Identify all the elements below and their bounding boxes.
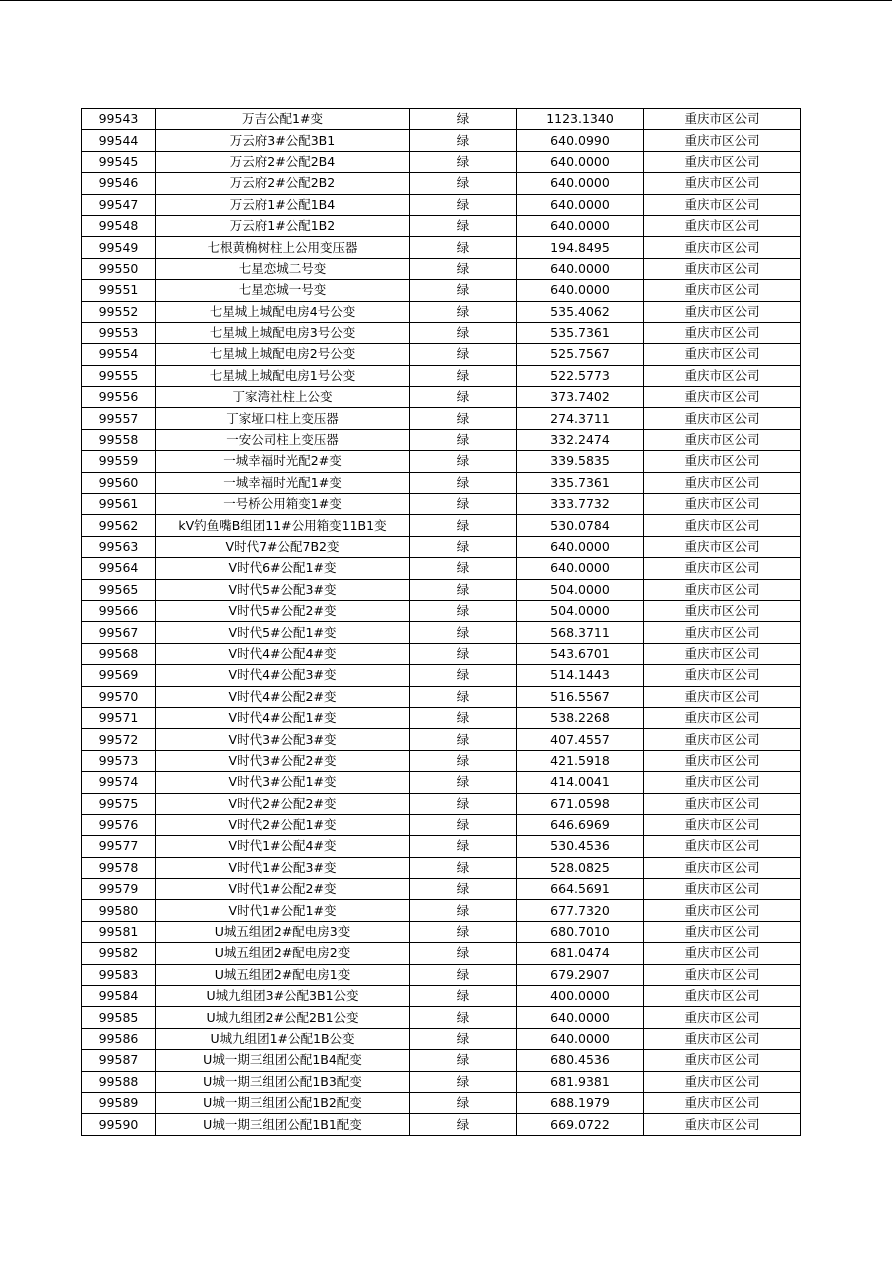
cell-name: 七星恋城一号变 xyxy=(156,280,410,301)
cell-status: 绿 xyxy=(410,643,517,664)
cell-name: V时代4#公配1#变 xyxy=(156,707,410,728)
cell-id: 99573 xyxy=(82,750,156,771)
cell-id: 99574 xyxy=(82,772,156,793)
cell-name: V时代4#公配4#变 xyxy=(156,643,410,664)
table-row xyxy=(82,986,801,1007)
cell-id: 99552 xyxy=(82,301,156,322)
cell-value: 680.4536 xyxy=(517,1050,644,1071)
table-row xyxy=(82,579,801,600)
cell-name: U城一期三组团公配1B4配变 xyxy=(156,1050,410,1071)
table-row xyxy=(82,344,801,365)
cell-name: 丁家垭口柱上变压器 xyxy=(156,408,410,429)
cell-status: 绿 xyxy=(410,109,517,130)
cell-id: 99585 xyxy=(82,1007,156,1028)
table-row xyxy=(82,130,801,151)
table-row xyxy=(82,921,801,942)
cell-id: 99569 xyxy=(82,665,156,686)
cell-status: 绿 xyxy=(410,964,517,985)
cell-status: 绿 xyxy=(410,707,517,728)
cell-name: V时代1#公配3#变 xyxy=(156,857,410,878)
cell-value: 664.5691 xyxy=(517,879,644,900)
cell-id: 99558 xyxy=(82,429,156,450)
table-row xyxy=(82,814,801,835)
cell-company: 重庆市区公司 xyxy=(644,814,801,835)
table-row xyxy=(82,1114,801,1135)
table-row xyxy=(82,109,801,130)
cell-company: 重庆市区公司 xyxy=(644,301,801,322)
table-row xyxy=(82,515,801,536)
cell-status: 绿 xyxy=(410,280,517,301)
cell-id: 99588 xyxy=(82,1071,156,1092)
cell-value: 640.0000 xyxy=(517,258,644,279)
cell-value: 681.0474 xyxy=(517,943,644,964)
cell-name: U城一期三组团公配1B1配变 xyxy=(156,1114,410,1135)
cell-status: 绿 xyxy=(410,322,517,343)
cell-status: 绿 xyxy=(410,1114,517,1135)
cell-name: V时代7#公配7B2变 xyxy=(156,536,410,557)
table-row xyxy=(82,173,801,194)
cell-status: 绿 xyxy=(410,408,517,429)
cell-name: 七星城上城配电房4号公变 xyxy=(156,301,410,322)
cell-company: 重庆市区公司 xyxy=(644,750,801,771)
cell-id: 99553 xyxy=(82,322,156,343)
cell-company: 重庆市区公司 xyxy=(644,686,801,707)
cell-name: V时代2#公配2#变 xyxy=(156,793,410,814)
cell-status: 绿 xyxy=(410,665,517,686)
cell-value: 640.0000 xyxy=(517,1028,644,1049)
cell-id: 99557 xyxy=(82,408,156,429)
cell-value: 671.0598 xyxy=(517,793,644,814)
table-row xyxy=(82,665,801,686)
table-row xyxy=(82,451,801,472)
cell-value: 535.7361 xyxy=(517,322,644,343)
cell-status: 绿 xyxy=(410,622,517,643)
cell-value: 680.7010 xyxy=(517,921,644,942)
cell-id: 99571 xyxy=(82,707,156,728)
table-row xyxy=(82,280,801,301)
cell-id: 99563 xyxy=(82,536,156,557)
cell-company: 重庆市区公司 xyxy=(644,258,801,279)
table-row xyxy=(82,558,801,579)
cell-value: 525.7567 xyxy=(517,344,644,365)
cell-status: 绿 xyxy=(410,943,517,964)
cell-id: 99572 xyxy=(82,729,156,750)
cell-id: 99561 xyxy=(82,494,156,515)
cell-id: 99560 xyxy=(82,472,156,493)
cell-company: 重庆市区公司 xyxy=(644,173,801,194)
cell-name: V时代5#公配2#变 xyxy=(156,600,410,621)
cell-name: 一城幸福时光配2#变 xyxy=(156,451,410,472)
cell-company: 重庆市区公司 xyxy=(644,772,801,793)
cell-status: 绿 xyxy=(410,750,517,771)
cell-name: V时代1#公配4#变 xyxy=(156,836,410,857)
cell-status: 绿 xyxy=(410,472,517,493)
cell-company: 重庆市区公司 xyxy=(644,194,801,215)
cell-value: 333.7732 xyxy=(517,494,644,515)
cell-status: 绿 xyxy=(410,237,517,258)
cell-name: U城九组团2#公配2B1公变 xyxy=(156,1007,410,1028)
cell-status: 绿 xyxy=(410,1007,517,1028)
cell-company: 重庆市区公司 xyxy=(644,665,801,686)
cell-id: 99551 xyxy=(82,280,156,301)
table-row xyxy=(82,879,801,900)
cell-id: 99543 xyxy=(82,109,156,130)
table-row xyxy=(82,408,801,429)
cell-status: 绿 xyxy=(410,879,517,900)
cell-id: 99581 xyxy=(82,921,156,942)
cell-id: 99587 xyxy=(82,1050,156,1071)
cell-value: 530.4536 xyxy=(517,836,644,857)
cell-company: 重庆市区公司 xyxy=(644,387,801,408)
cell-id: 99544 xyxy=(82,130,156,151)
cell-status: 绿 xyxy=(410,429,517,450)
cell-company: 重庆市区公司 xyxy=(644,322,801,343)
cell-value: 274.3711 xyxy=(517,408,644,429)
cell-company: 重庆市区公司 xyxy=(644,921,801,942)
cell-name: V时代2#公配1#变 xyxy=(156,814,410,835)
cell-name: 万吉公配1#变 xyxy=(156,109,410,130)
cell-value: 640.0000 xyxy=(517,1007,644,1028)
cell-company: 重庆市区公司 xyxy=(644,109,801,130)
table-row xyxy=(82,857,801,878)
cell-value: 679.2907 xyxy=(517,964,644,985)
cell-name: U城五组团2#配电房1变 xyxy=(156,964,410,985)
cell-company: 重庆市区公司 xyxy=(644,280,801,301)
cell-name: V时代5#公配1#变 xyxy=(156,622,410,643)
cell-id: 99567 xyxy=(82,622,156,643)
cell-company: 重庆市区公司 xyxy=(644,622,801,643)
table-row xyxy=(82,1071,801,1092)
cell-value: 332.2474 xyxy=(517,429,644,450)
cell-status: 绿 xyxy=(410,301,517,322)
cell-status: 绿 xyxy=(410,814,517,835)
cell-value: 522.5773 xyxy=(517,365,644,386)
cell-value: 194.8495 xyxy=(517,237,644,258)
cell-value: 538.2268 xyxy=(517,707,644,728)
table-body xyxy=(82,109,801,1136)
cell-name: U城一期三组团公配1B2配变 xyxy=(156,1092,410,1113)
cell-company: 重庆市区公司 xyxy=(644,558,801,579)
cell-value: 516.5567 xyxy=(517,686,644,707)
cell-company: 重庆市区公司 xyxy=(644,408,801,429)
cell-value: 543.6701 xyxy=(517,643,644,664)
cell-name: 万云府2#公配2B4 xyxy=(156,151,410,172)
table-row xyxy=(82,151,801,172)
cell-value: 421.5918 xyxy=(517,750,644,771)
table-row xyxy=(82,686,801,707)
cell-value: 407.4557 xyxy=(517,729,644,750)
cell-name: 万云府2#公配2B2 xyxy=(156,173,410,194)
table-row xyxy=(82,793,801,814)
table-row xyxy=(82,772,801,793)
cell-name: 万云府3#公配3B1 xyxy=(156,130,410,151)
cell-name: U城五组团2#配电房3变 xyxy=(156,921,410,942)
cell-value: 640.0000 xyxy=(517,215,644,236)
cell-name: 万云府1#公配1B2 xyxy=(156,215,410,236)
cell-value: 339.5835 xyxy=(517,451,644,472)
cell-status: 绿 xyxy=(410,836,517,857)
cell-company: 重庆市区公司 xyxy=(644,1114,801,1135)
cell-value: 530.0784 xyxy=(517,515,644,536)
cell-company: 重庆市区公司 xyxy=(644,707,801,728)
cell-name: 七星城上城配电房1号公变 xyxy=(156,365,410,386)
cell-value: 414.0041 xyxy=(517,772,644,793)
table-row xyxy=(82,365,801,386)
cell-status: 绿 xyxy=(410,986,517,1007)
cell-company: 重庆市区公司 xyxy=(644,943,801,964)
cell-name: V时代3#公配3#变 xyxy=(156,729,410,750)
cell-id: 99549 xyxy=(82,237,156,258)
cell-status: 绿 xyxy=(410,900,517,921)
cell-status: 绿 xyxy=(410,793,517,814)
cell-company: 重庆市区公司 xyxy=(644,451,801,472)
cell-company: 重庆市区公司 xyxy=(644,1050,801,1071)
cell-company: 重庆市区公司 xyxy=(644,1071,801,1092)
cell-id: 99546 xyxy=(82,173,156,194)
table-row xyxy=(82,1092,801,1113)
cell-value: 568.3711 xyxy=(517,622,644,643)
cell-name: V时代3#公配2#变 xyxy=(156,750,410,771)
cell-id: 99568 xyxy=(82,643,156,664)
cell-status: 绿 xyxy=(410,151,517,172)
cell-value: 335.7361 xyxy=(517,472,644,493)
cell-status: 绿 xyxy=(410,1050,517,1071)
cell-name: U城一期三组团公配1B3配变 xyxy=(156,1071,410,1092)
cell-id: 99556 xyxy=(82,387,156,408)
table-row xyxy=(82,622,801,643)
cell-id: 99577 xyxy=(82,836,156,857)
table-row xyxy=(82,900,801,921)
cell-value: 640.0990 xyxy=(517,130,644,151)
table-row xyxy=(82,472,801,493)
table-row xyxy=(82,301,801,322)
cell-company: 重庆市区公司 xyxy=(644,215,801,236)
cell-company: 重庆市区公司 xyxy=(644,857,801,878)
table-row xyxy=(82,643,801,664)
cell-status: 绿 xyxy=(410,258,517,279)
cell-value: 400.0000 xyxy=(517,986,644,1007)
cell-value: 681.9381 xyxy=(517,1071,644,1092)
cell-value: 1123.1340 xyxy=(517,109,644,130)
cell-company: 重庆市区公司 xyxy=(644,986,801,1007)
cell-id: 99579 xyxy=(82,879,156,900)
cell-status: 绿 xyxy=(410,921,517,942)
cell-name: 丁家湾社柱上公变 xyxy=(156,387,410,408)
cell-id: 99559 xyxy=(82,451,156,472)
cell-id: 99545 xyxy=(82,151,156,172)
cell-name: V时代1#公配2#变 xyxy=(156,879,410,900)
cell-status: 绿 xyxy=(410,579,517,600)
cell-name: 万云府1#公配1B4 xyxy=(156,194,410,215)
cell-id: 99564 xyxy=(82,558,156,579)
cell-id: 99589 xyxy=(82,1092,156,1113)
page-top-border xyxy=(0,0,892,1)
cell-value: 514.1443 xyxy=(517,665,644,686)
cell-id: 99576 xyxy=(82,814,156,835)
table-row xyxy=(82,429,801,450)
cell-value: 528.0825 xyxy=(517,857,644,878)
cell-status: 绿 xyxy=(410,1071,517,1092)
cell-name: V时代1#公配1#变 xyxy=(156,900,410,921)
cell-status: 绿 xyxy=(410,515,517,536)
cell-id: 99583 xyxy=(82,964,156,985)
cell-name: 一城幸福时光配1#变 xyxy=(156,472,410,493)
cell-status: 绿 xyxy=(410,344,517,365)
table-row xyxy=(82,322,801,343)
cell-status: 绿 xyxy=(410,173,517,194)
cell-id: 99562 xyxy=(82,515,156,536)
cell-company: 重庆市区公司 xyxy=(644,1092,801,1113)
table-row xyxy=(82,194,801,215)
cell-company: 重庆市区公司 xyxy=(644,600,801,621)
table-row xyxy=(82,600,801,621)
cell-id: 99555 xyxy=(82,365,156,386)
cell-company: 重庆市区公司 xyxy=(644,836,801,857)
cell-value: 688.1979 xyxy=(517,1092,644,1113)
cell-status: 绿 xyxy=(410,387,517,408)
cell-id: 99590 xyxy=(82,1114,156,1135)
cell-id: 99584 xyxy=(82,986,156,1007)
cell-company: 重庆市区公司 xyxy=(644,643,801,664)
cell-name: U城五组团2#配电房2变 xyxy=(156,943,410,964)
cell-name: kV钓鱼嘴B组团11#公用箱变11B1变 xyxy=(156,515,410,536)
table-row xyxy=(82,387,801,408)
cell-id: 99570 xyxy=(82,686,156,707)
table-row xyxy=(82,1007,801,1028)
cell-value: 373.7402 xyxy=(517,387,644,408)
cell-company: 重庆市区公司 xyxy=(644,793,801,814)
cell-name: 七星恋城二号变 xyxy=(156,258,410,279)
cell-status: 绿 xyxy=(410,130,517,151)
cell-status: 绿 xyxy=(410,1092,517,1113)
cell-company: 重庆市区公司 xyxy=(644,429,801,450)
cell-id: 99566 xyxy=(82,600,156,621)
cell-status: 绿 xyxy=(410,1028,517,1049)
cell-value: 640.0000 xyxy=(517,536,644,557)
cell-company: 重庆市区公司 xyxy=(644,1028,801,1049)
table-row xyxy=(82,729,801,750)
cell-status: 绿 xyxy=(410,494,517,515)
cell-company: 重庆市区公司 xyxy=(644,729,801,750)
cell-name: U城九组团1#公配1B公变 xyxy=(156,1028,410,1049)
cell-company: 重庆市区公司 xyxy=(644,151,801,172)
table-row xyxy=(82,494,801,515)
table-row xyxy=(82,258,801,279)
cell-value: 640.0000 xyxy=(517,151,644,172)
cell-status: 绿 xyxy=(410,194,517,215)
cell-name: 一安公司柱上变压器 xyxy=(156,429,410,450)
cell-id: 99550 xyxy=(82,258,156,279)
cell-status: 绿 xyxy=(410,686,517,707)
cell-status: 绿 xyxy=(410,772,517,793)
cell-name: V时代6#公配1#变 xyxy=(156,558,410,579)
table-row xyxy=(82,836,801,857)
cell-company: 重庆市区公司 xyxy=(644,344,801,365)
table-row xyxy=(82,964,801,985)
cell-company: 重庆市区公司 xyxy=(644,515,801,536)
cell-id: 99548 xyxy=(82,215,156,236)
cell-id: 99575 xyxy=(82,793,156,814)
cell-value: 640.0000 xyxy=(517,280,644,301)
cell-value: 535.4062 xyxy=(517,301,644,322)
cell-company: 重庆市区公司 xyxy=(644,237,801,258)
cell-company: 重庆市区公司 xyxy=(644,879,801,900)
cell-company: 重庆市区公司 xyxy=(644,1007,801,1028)
cell-id: 99586 xyxy=(82,1028,156,1049)
cell-name: 七星城上城配电房2号公变 xyxy=(156,344,410,365)
cell-name: V时代3#公配1#变 xyxy=(156,772,410,793)
cell-name: V时代5#公配3#变 xyxy=(156,579,410,600)
cell-status: 绿 xyxy=(410,729,517,750)
cell-id: 99578 xyxy=(82,857,156,878)
cell-name: 一号桥公用箱变1#变 xyxy=(156,494,410,515)
table-row xyxy=(82,1050,801,1071)
table-row xyxy=(82,750,801,771)
cell-value: 646.6969 xyxy=(517,814,644,835)
cell-name: 七星城上城配电房3号公变 xyxy=(156,322,410,343)
cell-id: 99565 xyxy=(82,579,156,600)
cell-id: 99582 xyxy=(82,943,156,964)
table-row xyxy=(82,943,801,964)
cell-company: 重庆市区公司 xyxy=(644,130,801,151)
data-table xyxy=(81,108,801,1136)
table-row xyxy=(82,536,801,557)
cell-company: 重庆市区公司 xyxy=(644,964,801,985)
cell-value: 640.0000 xyxy=(517,558,644,579)
cell-value: 504.0000 xyxy=(517,600,644,621)
cell-company: 重庆市区公司 xyxy=(644,900,801,921)
cell-name: V时代4#公配3#变 xyxy=(156,665,410,686)
table-row xyxy=(82,215,801,236)
cell-status: 绿 xyxy=(410,857,517,878)
cell-company: 重庆市区公司 xyxy=(644,365,801,386)
table-row xyxy=(82,237,801,258)
cell-status: 绿 xyxy=(410,215,517,236)
cell-company: 重庆市区公司 xyxy=(644,472,801,493)
cell-status: 绿 xyxy=(410,558,517,579)
cell-company: 重庆市区公司 xyxy=(644,494,801,515)
cell-company: 重庆市区公司 xyxy=(644,536,801,557)
cell-name: U城九组团3#公配3B1公变 xyxy=(156,986,410,1007)
cell-value: 640.0000 xyxy=(517,194,644,215)
cell-status: 绿 xyxy=(410,600,517,621)
cell-value: 504.0000 xyxy=(517,579,644,600)
cell-value: 640.0000 xyxy=(517,173,644,194)
table-row xyxy=(82,1028,801,1049)
cell-company: 重庆市区公司 xyxy=(644,579,801,600)
cell-value: 677.7320 xyxy=(517,900,644,921)
cell-status: 绿 xyxy=(410,536,517,557)
cell-id: 99580 xyxy=(82,900,156,921)
cell-name: V时代4#公配2#变 xyxy=(156,686,410,707)
cell-status: 绿 xyxy=(410,365,517,386)
cell-name: 七根黄桷树柱上公用变压器 xyxy=(156,237,410,258)
table-row xyxy=(82,707,801,728)
cell-value: 669.0722 xyxy=(517,1114,644,1135)
cell-id: 99547 xyxy=(82,194,156,215)
cell-id: 99554 xyxy=(82,344,156,365)
cell-status: 绿 xyxy=(410,451,517,472)
